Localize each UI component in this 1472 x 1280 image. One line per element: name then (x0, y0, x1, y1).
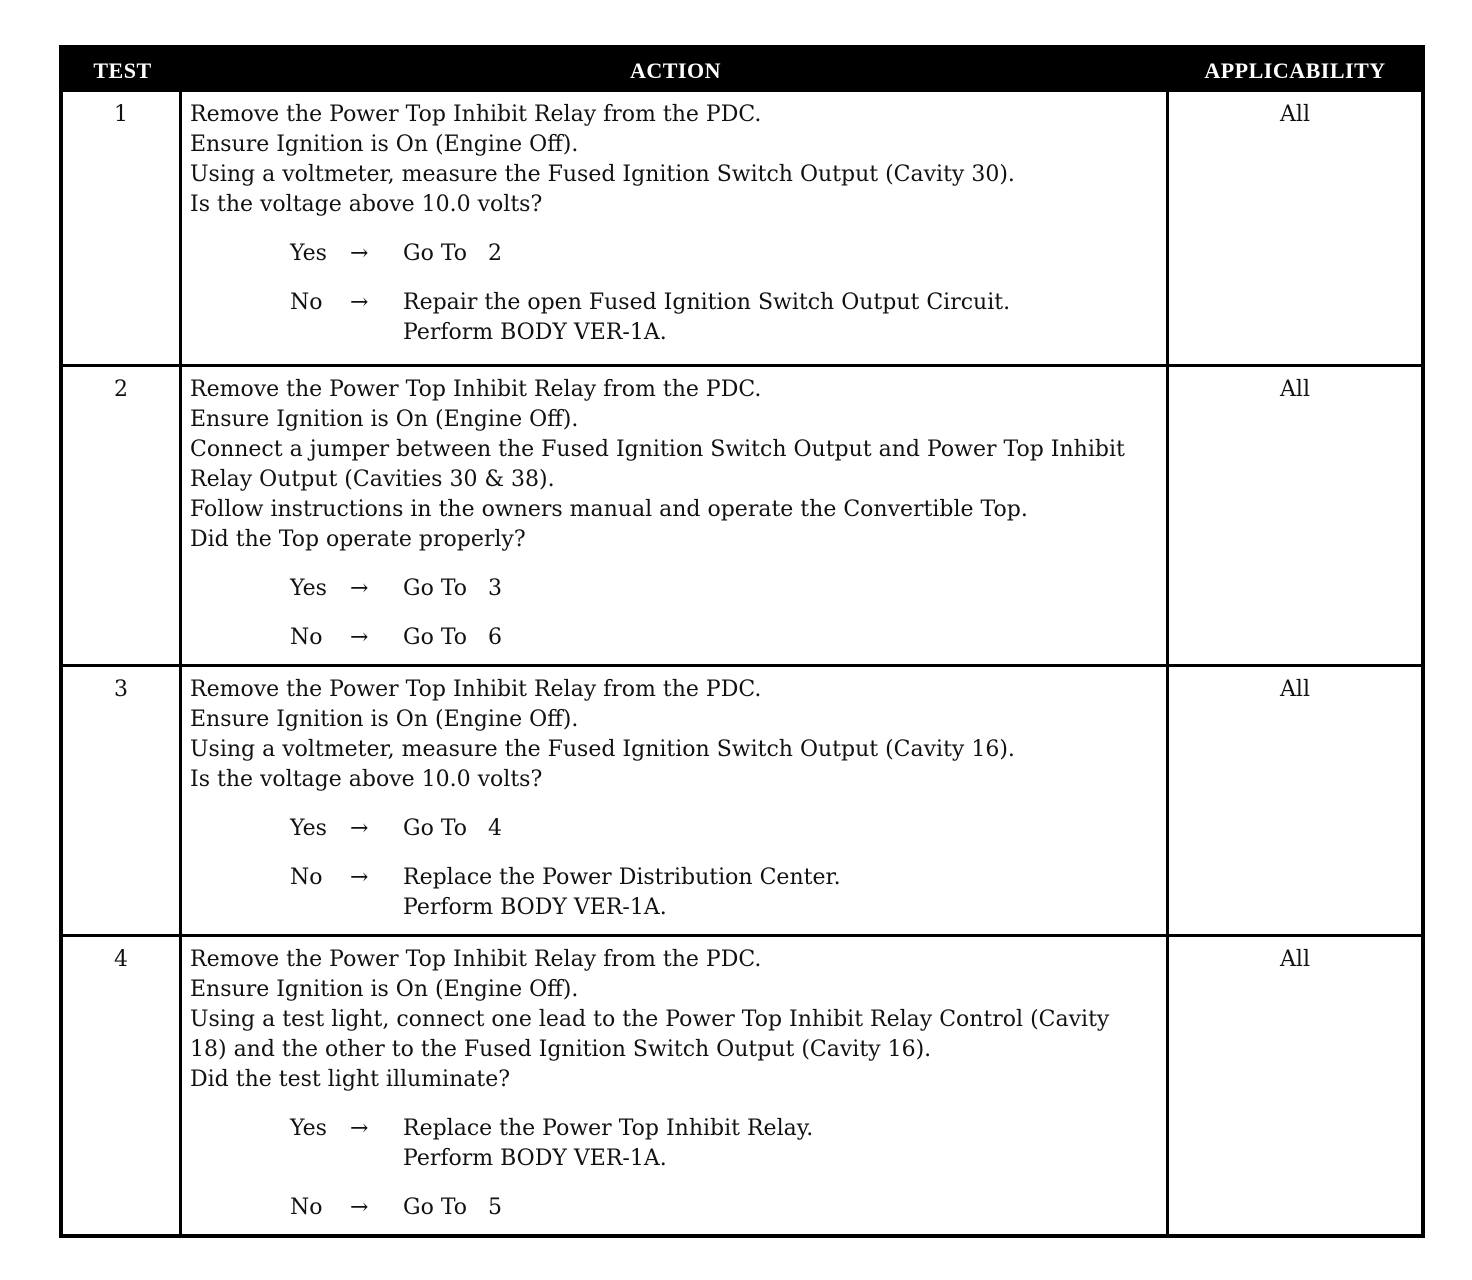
step-line: Is the voltage above 10.0 volts? (190, 192, 543, 217)
result-line: Perform BODY VER-1A. (403, 1146, 667, 1171)
result-line: Replace the Power Top Inhibit Relay. (403, 1116, 814, 1141)
test-number: 3 (63, 667, 182, 934)
right-arrow-icon: → (350, 816, 369, 841)
header-action: ACTION (629, 57, 721, 83)
applicability-cell: All (1280, 102, 1310, 127)
test-number: 4 (63, 937, 182, 1234)
outcome-yes-result (403, 239, 502, 269)
outcome-yes (190, 1114, 1160, 1174)
step-line: Using a voltmeter, measure the Fused Ignition Switch Output (Cavity 30). (190, 162, 1015, 187)
step-line: Using a voltmeter, measure the Fused Ignition Switch Output (Cavity 16). (190, 737, 1015, 762)
outcome-no (190, 863, 1160, 923)
step-line: Ensure Ignition is On (Engine Off). (190, 132, 579, 157)
applicability-cell: All (1280, 677, 1310, 702)
outcome-no-label: No (290, 290, 323, 315)
right-arrow-icon: → (350, 865, 369, 890)
outcome-no-label: No (290, 865, 323, 890)
step-line: Ensure Ignition is On (Engine Off). (190, 407, 579, 432)
step-line: Remove the Power Top Inhibit Relay from the PDC. (190, 102, 762, 127)
applicability-cell: All (1280, 947, 1310, 972)
right-arrow-icon: → (350, 625, 369, 650)
step-line: Is the voltage above 10.0 volts? (190, 767, 543, 792)
step-line: Relay Output (Cavities 30 & 38). (190, 467, 555, 492)
action-cell (182, 667, 1169, 934)
action-cell (182, 92, 1169, 364)
step-line: Did the test light illuminate? (190, 1067, 511, 1092)
outcome-no (190, 623, 1160, 653)
outcome-no-result (403, 1193, 502, 1223)
outcome-no-label: No (290, 1195, 323, 1220)
right-arrow-icon: → (350, 1116, 369, 1141)
header-applicability: APPLICABILITY (1204, 57, 1386, 83)
table-row (63, 92, 1421, 364)
result-line: Go To 5 (403, 1195, 502, 1220)
result-line: Perform BODY VER-1A. (403, 320, 667, 345)
action-cell (182, 937, 1169, 1234)
outcome-no-result (403, 863, 841, 923)
action-steps (190, 675, 1160, 795)
table-body (63, 92, 1421, 1234)
outcome-yes (190, 574, 1160, 604)
header-test: TEST (93, 57, 152, 83)
action-steps (190, 100, 1160, 220)
table-row (63, 664, 1421, 934)
outcome-yes-result (403, 1114, 813, 1174)
outcome-no-result (403, 623, 502, 653)
outcome-no-result (403, 288, 1010, 348)
diagnostic-table (59, 45, 1425, 1238)
test-number: 2 (63, 367, 182, 664)
step-line: Remove the Power Top Inhibit Relay from the PDC. (190, 947, 762, 972)
applicability-cell: All (1280, 377, 1310, 402)
result-line: Repair the open Fused Ignition Switch Output Circuit. (403, 290, 1011, 315)
result-line: Perform BODY VER-1A. (403, 895, 667, 920)
step-line: Connect a jumper between the Fused Ignition Switch Output and Power Top Inhibit (190, 437, 1125, 462)
result-line: Go To 6 (403, 625, 502, 650)
action-cell (182, 367, 1169, 664)
outcome-yes-label: Yes (290, 241, 327, 266)
table-row (63, 364, 1421, 664)
result-line: Go To 3 (403, 576, 502, 601)
outcome-yes-label: Yes (290, 1116, 327, 1141)
result-line: Go To 4 (403, 816, 502, 841)
action-steps (190, 375, 1160, 555)
step-line: Ensure Ignition is On (Engine Off). (190, 707, 579, 732)
table-row (63, 934, 1421, 1234)
result-line: Go To 2 (403, 241, 502, 266)
step-line: 18) and the other to the Fused Ignition Switch Output (Cavity 16). (190, 1037, 932, 1062)
right-arrow-icon: → (350, 1195, 369, 1220)
table-header (63, 49, 1421, 92)
result-line: Replace the Power Distribution Center. (403, 865, 841, 890)
action-steps (190, 945, 1160, 1095)
outcome-yes-label: Yes (290, 816, 327, 841)
outcome-yes-label: Yes (290, 576, 327, 601)
right-arrow-icon: → (350, 241, 369, 266)
right-arrow-icon: → (350, 290, 369, 315)
outcome-no-label: No (290, 625, 323, 650)
step-line: Follow instructions in the owners manual and operate the Convertible Top. (190, 497, 1028, 522)
step-line: Using a test light, connect one lead to the Power Top Inhibit Relay Control (Cavity (190, 1007, 1110, 1032)
test-number: 1 (63, 92, 182, 364)
step-line: Remove the Power Top Inhibit Relay from the PDC. (190, 677, 762, 702)
step-line: Ensure Ignition is On (Engine Off). (190, 977, 579, 1002)
outcome-yes-result (403, 574, 502, 604)
outcome-yes (190, 239, 1160, 269)
outcome-yes (190, 814, 1160, 844)
outcome-no (190, 1193, 1160, 1223)
step-line: Remove the Power Top Inhibit Relay from the PDC. (190, 377, 762, 402)
outcome-no (190, 288, 1160, 348)
step-line: Did the Top operate properly? (190, 527, 526, 552)
outcome-yes-result (403, 814, 502, 844)
right-arrow-icon: → (350, 576, 369, 601)
